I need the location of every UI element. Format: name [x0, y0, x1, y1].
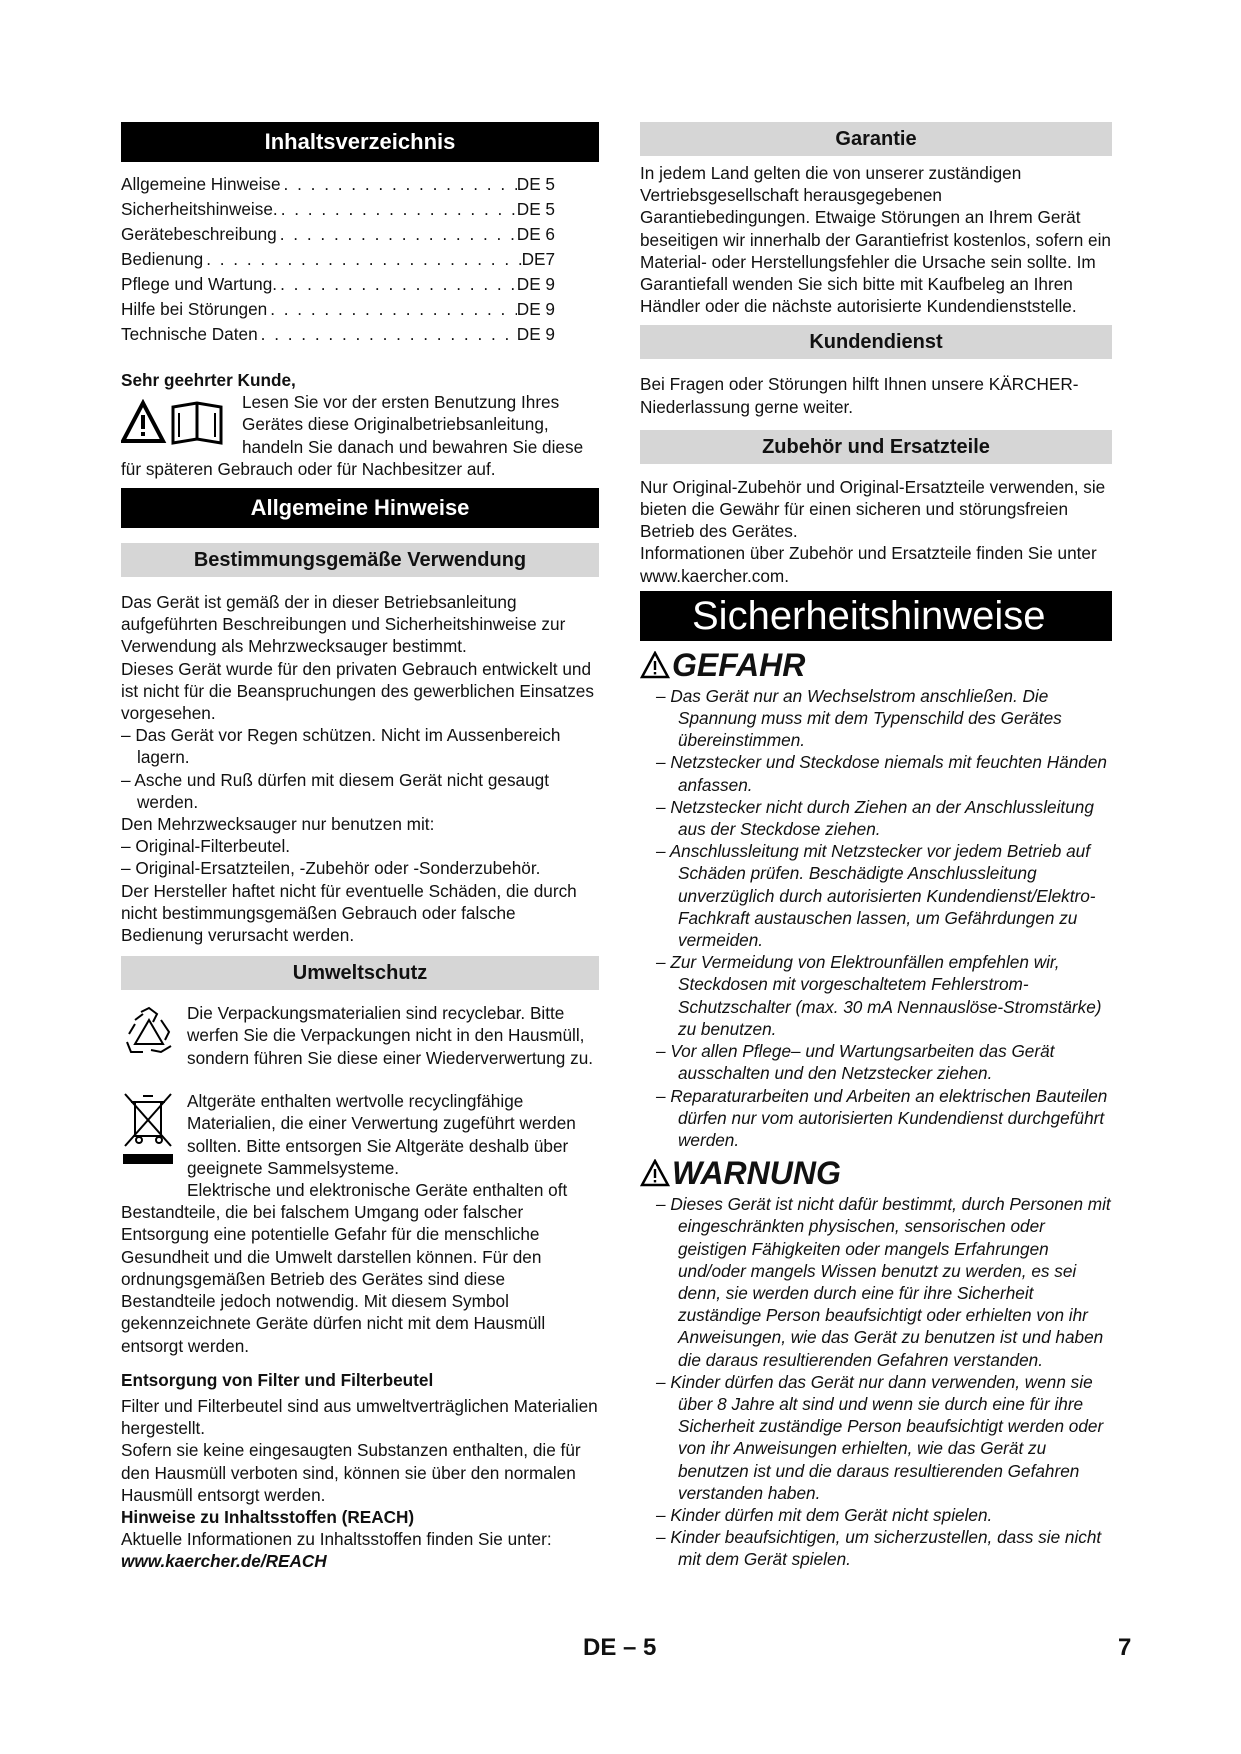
- read-manual-icon: [121, 399, 227, 450]
- toc-entry-page: DE7: [521, 249, 555, 269]
- intro-block: [121, 391, 599, 481]
- usage-paragraph-1: Das Gerät ist gemäß der in dieser Betriebsanleitung aufgeführten Beschreibungen und Sicherheitshinweise zur Verwendung als Mehrzwecksauger bestimmt.: [121, 592, 566, 657]
- footer-page-number: 7: [1118, 1634, 1132, 1661]
- safety-item: – Kinder dürfen das Gerät nur dann verwenden, wenn sie über 8 Jahre alt sind und wenn sie durch eine für ihre Sicherheit zuständige Person beaufsichtigt werden oder von ihr Anweisungen erhielten, wie das Gerät zu benutzen ist und die daraus resultierenden Gefahren verstanden haben.: [656, 1371, 1104, 1503]
- usage-paragraph-4: Der Hersteller haftet nicht für eventuelle Schäden, die durch nicht bestimmungsgemäßen Gebrauch oder falsche Bedienung verursacht werden.: [121, 880, 577, 946]
- reach-link[interactable]: www.kaercher.de/REACH: [121, 1551, 327, 1572]
- toc-entry[interactable]: [121, 247, 555, 272]
- intro-text: Lesen Sie vor der ersten Benutzung Ihres Gerätes diese Originalbetriebsanleitung, handeln Sie danach und bewahren Sie diese für späteren Gebrauch oder für Nachbesitzer auf.: [121, 392, 584, 479]
- recycle-icon: [121, 1002, 187, 1062]
- safety-item: – Vor allen Pflege– und Wartungsarbeiten das Gerät ausschalten und den Netzstecker ziehen.: [656, 1041, 1055, 1084]
- usage-paragraph-3: Den Mehrzwecksauger nur benutzen mit:: [121, 814, 435, 835]
- safety-item: – Kinder beaufsichtigen, um sicherzustellen, dass sie nicht mit dem Gerät spielen.: [656, 1527, 1102, 1570]
- filter-paragraph-2: Sofern sie keine eingesaugten Substanzen enthalten, die für den Hausmüll verboten sind, können sie über den normalen Hausmüll entsorgt werden.: [121, 1440, 581, 1505]
- toc-entry[interactable]: [121, 197, 555, 222]
- reach-heading: Hinweise zu Inhaltsstoffen (REACH): [121, 1506, 415, 1527]
- recycle-text: Die Verpackungsmaterialien sind recyclebar. Bitte werfen Sie die Verpackungen nicht in den Hausmüll, sondern führen Sie diese einer Wiederverwertung zu.: [121, 1002, 599, 1090]
- toc-entry-page: DE 5: [516, 199, 555, 219]
- filter-paragraph-1: Filter und Filterbeutel sind aus umweltverträglichen Materialien hergestellt.: [121, 1395, 598, 1439]
- right-column: [640, 122, 1112, 1571]
- danger-heading: GEFAHR: [640, 645, 1112, 685]
- intro-heading: Sehr geehrter Kunde,: [121, 370, 296, 390]
- table-of-contents: [121, 172, 599, 347]
- reach-text: Aktuelle Informationen zu Inhaltsstoffen finden Sie unter:: [121, 1529, 552, 1550]
- weee-text: Altgeräte enthalten wertvolle recyclingfähige Materialien, die einer Verwertung zugeführt werden sollten. Bitte entsorgen Sie Altgeräte deshalb über geeignete Sammelsysteme.: [121, 1090, 599, 1179]
- service-text: Bei Fragen oder Störungen hilft Ihnen unsere KÄRCHER-Niederlassung gerne weiter.: [640, 374, 1079, 417]
- crossed-bin-icon: [121, 1090, 187, 1180]
- toc-entry[interactable]: [121, 297, 555, 322]
- danger-list: [640, 685, 1112, 1151]
- footer-page-label: DE – 5: [583, 1634, 657, 1661]
- toc-leader-dots: [278, 197, 517, 222]
- safety-item: – Das Gerät nur an Wechselstrom anschließen. Die Spannung muss mit dem Typenschild des Gerätes übereinstimmen.: [656, 685, 1062, 751]
- toc-entry-page: DE 9: [516, 274, 555, 294]
- warning-list: [640, 1193, 1112, 1570]
- safety-item: – Netzstecker und Steckdose niemals mit feuchten Händen anfassen.: [656, 752, 1107, 795]
- toc-entry[interactable]: [121, 172, 555, 197]
- toc-entry-page: DE 9: [516, 299, 555, 319]
- electronics-text: Elektrische und elektronische Geräte enthalten oft Bestandteile, die bei falschem Umgang oder falscher Entsorgung eine potentielle Gefahr für die menschliche Gesundheit und die Umwelt darstellen können. Für den ordnungsgemäßen Betrieb des Gerätes sind diese Bestandteile jedoch notwendig. Mit diesem Symbol gekennzeichnete Geräte dürfen nicht mit dem Hausmüll entsorgt werden.: [121, 1180, 568, 1356]
- toc-entry-page: DE 5: [516, 174, 555, 194]
- toc-entry-label: Bedienung: [121, 249, 204, 269]
- warranty-title: Garantie: [640, 122, 1112, 156]
- left-column: [121, 122, 599, 1573]
- toc-entry-label: Gerätebeschreibung: [121, 224, 277, 244]
- service-title: Kundendienst: [640, 325, 1112, 359]
- general-title: Allgemeine Hinweise: [121, 488, 599, 528]
- toc-entry-label: Allgemeine Hinweise: [121, 174, 281, 194]
- usage-dash-4: – Original-Ersatzteilen, -Zubehör oder -Sonderzubehör.: [121, 858, 541, 879]
- safety-item: – Dieses Gerät ist nicht dafür bestimmt, durch Personen mit eingeschränkten physischen, sensorischen oder geistigen Fähigkeiten oder mangels Erfahrungen und/oder mangels Wissen benutzt zu werden, es sei denn, sie werden durch eine für ihre Sicherheit zuständige Person beaufsichtigt oder erhielten von ihr Anweisungen, wie das Gerät zu benutzen ist und haben die daraus resultierenden Gefahren verstanden.: [656, 1194, 1111, 1370]
- toc-title: Inhaltsverzeichnis: [121, 122, 599, 162]
- filter-heading: Entsorgung von Filter und Filterbeutel: [121, 1369, 434, 1390]
- toc-leader-dots: [281, 172, 517, 197]
- toc-leader-dots: [277, 222, 517, 247]
- usage-dash-2: – Asche und Ruß dürfen mit diesem Gerät nicht gesaugt werden.: [121, 769, 550, 812]
- toc-leader-dots: [277, 272, 517, 297]
- toc-entry-page: DE 9: [516, 324, 555, 344]
- usage-paragraph-2: Dieses Gerät wurde für den privaten Gebrauch entwickelt und ist nicht für die Beanspruchungen des gewerblichen Einsatzes vorgesehen.: [121, 658, 594, 724]
- environment-title: Umweltschutz: [121, 956, 599, 990]
- safety-title: Sicherheitshinweise: [640, 591, 1112, 641]
- toc-entry-label: Pflege und Wartung.: [121, 274, 278, 294]
- toc-entry-label: Technische Daten: [121, 324, 258, 344]
- toc-entry-label: Hilfe bei Störungen: [121, 299, 268, 319]
- toc-leader-dots: [203, 247, 521, 272]
- toc-entry-page: DE 6: [516, 224, 555, 244]
- safety-item: – Zur Vermeidung von Elektrounfällen empfehlen wir, Steckdosen mit vorgeschaltetem Fehlerstrom-Schutzschalter (max. 30 mA Nennauslöse-Stromstärke) zu benutzen.: [656, 952, 1102, 1039]
- toc-leader-dots: [267, 297, 517, 322]
- toc-entry-label: Sicherheitshinweise.: [121, 199, 278, 219]
- usage-dash-1: – Das Gerät vor Regen schützen. Nicht im Aussenbereich lagern.: [121, 725, 561, 768]
- toc-entry[interactable]: [121, 222, 555, 247]
- safety-item: – Reparaturarbeiten und Arbeiten an elektrischen Bauteilen dürfen nur vom autorisierten Kundendienst durchgeführt werden.: [656, 1085, 1108, 1150]
- warning-triangle-icon: [640, 1159, 670, 1187]
- environment-section: [121, 1002, 599, 1572]
- safety-item: – Netzstecker nicht durch Ziehen an der Anschlussleitung aus der Steckdose ziehen.: [656, 796, 1094, 840]
- safety-item: – Anschlussleitung mit Netzstecker vor jedem Betrieb auf Schäden prüfen. Beschädigte Anschlussleitung unverzüglich durch autorisierten Kundendienst/Elektro-Fachkraft austauschen lassen, um Gefährdungen zu vermeiden.: [656, 841, 1096, 951]
- accessories-paragraph-2: Informationen über Zubehör und Ersatzteile finden Sie unter www.kaercher.com.: [640, 543, 1097, 586]
- usage-dash-3: – Original-Filterbeutel.: [121, 836, 291, 857]
- warning-heading: WARNUNG: [640, 1153, 1112, 1193]
- usage-section: [121, 591, 599, 946]
- warning-triangle-icon: [640, 651, 670, 679]
- toc-entry[interactable]: [121, 272, 555, 297]
- accessories-paragraph-1: Nur Original-Zubehör und Original-Ersatzteile verwenden, sie bieten die Gewähr für einen sicheren und störungsfreien Betrieb des Gerätes.: [640, 476, 1106, 542]
- toc-leader-dots: [258, 322, 517, 347]
- warranty-text: In jedem Land gelten die von unserer zuständigen Vertriebsgesellschaft herausgegebenen Garantiebedingungen. Etwaige Störungen an Ihrem Gerät beseitigen wir innerhalb der Garantiefrist kostenlos, sofern ein Material- oder Herstellungsfehler die Ursache sein sollte. Im Garantiefall wenden Sie sich bitte mit Kaufbeleg an Ihren Händler oder die nächste autorisierte Kundendienststelle.: [640, 163, 1111, 317]
- toc-entry[interactable]: [121, 322, 555, 347]
- safety-item: – Kinder dürfen mit dem Gerät nicht spielen.: [656, 1504, 993, 1525]
- accessories-title: Zubehör und Ersatzteile: [640, 430, 1112, 464]
- usage-title: Bestimmungsgemäße Verwendung: [121, 543, 599, 577]
